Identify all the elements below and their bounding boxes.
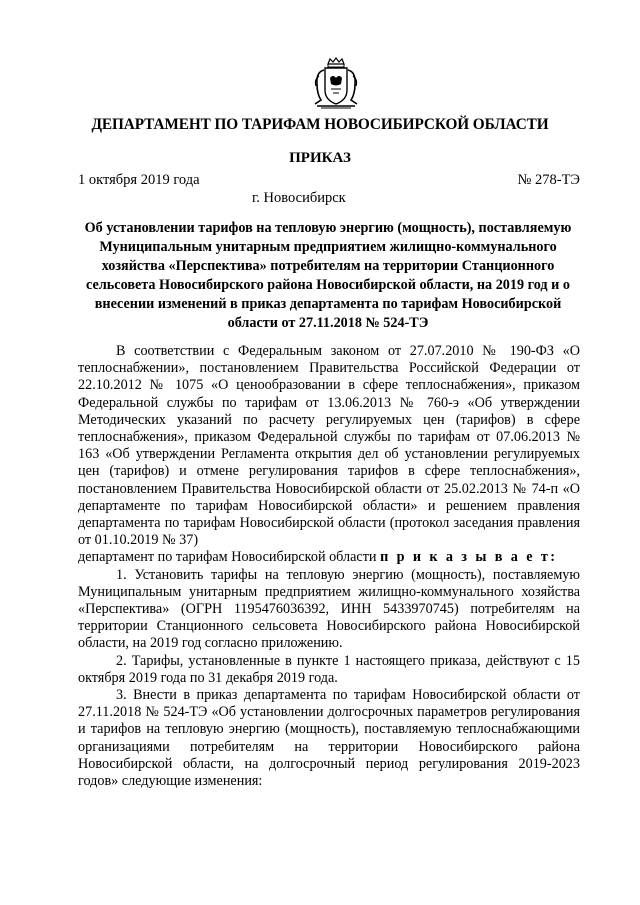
- document-number: № 278-ТЭ: [517, 172, 580, 188]
- item-2-paragraph: 2. Тарифы, установленные в пункте 1 настоящего приказа, действуют с 15 октября 2019 года по 31 декабря 2019 года.: [78, 652, 580, 686]
- orders-word: п р и к а з ы в а е т:: [380, 549, 558, 566]
- item-3-paragraph: 3. Внести в приказ департамента по тарифам Новосибирской области от 27.11.2018 № 524-ТЭ «Об установлении долгосрочных параметров регулирования и тарифов на тепловую энергию (мощность), поставляемую теплоснабжающими организациями потребителям на территории Новосибирского района Новосибирской области, на долгосрочный период регулирования 2019-2023 годов» следующие изменения:: [78, 687, 580, 790]
- orders-line: [78, 549, 580, 566]
- document-type: ПРИКАЗ: [289, 150, 351, 166]
- document-city: г. Новосибирск: [252, 190, 346, 206]
- document-body: [78, 343, 580, 790]
- document-title: Об установлении тарифов на тепловую энергию (мощность), поставляемую Муниципальным унитарным предприятием жилищно-коммунального хозяйства «Перспектива» потребителям на территории Станционного сельсовета Новосибирского района Новосибирской области, на 2019 год и о внесении изменений в приказ департамента по тарифам Новосибирской области от 27.11.2018 № 524-ТЭ: [84, 220, 572, 331]
- item-1-paragraph: 1. Установить тарифы на тепловую энергию (мощность), поставляемую Муниципальным унитарным предприятием жилищно-коммунального хозяйства «Перспектива» (ОГРН 1195476036392, ИНН 5433970745) потребителям на территории Станционного сельсовета Новосибирского района Новосибирской области, на 2019 год согласно приложению.: [78, 566, 580, 652]
- department-name: ДЕПАРТАМЕНТ ПО ТАРИФАМ НОВОСИБИРСКОЙ ОБЛАСТИ: [91, 116, 549, 133]
- preamble-paragraph: В соответствии с Федеральным законом от 27.07.2010 № 190-ФЗ «О теплоснабжении», постановлением Правительства Российской Федерации от 22.10.2012 № 1075 «О ценообразовании в сфере теплоснабжения», приказом Федеральной службы по тарифам от 13.06.2013 № 760-э «Об утверждении Методических указаний по расчету регулируемых цен (тарифов) в сфере теплоснабжения», приказом Федеральной службы по тарифам от 07.06.2013 № 163 «Об утверждении Регламента открытия дел об установлении регулируемых цен (тарифов) и отмене регулирования тарифов в сфере теплоснабжения», постановлением Правительства Новосибирской области от 25.02.2013 № 74-п «О департаменте по тарифам Новосибирской области» и решением правления департамента по тарифам Новосибирской области (протокол заседания правления от 01.10.2019 № 37): [78, 343, 580, 549]
- document-date: 1 октября 2019 года: [78, 172, 200, 188]
- orders-prefix: департамент по тарифам Новосибирской области: [78, 549, 381, 566]
- coat-of-arms-icon: [311, 56, 361, 110]
